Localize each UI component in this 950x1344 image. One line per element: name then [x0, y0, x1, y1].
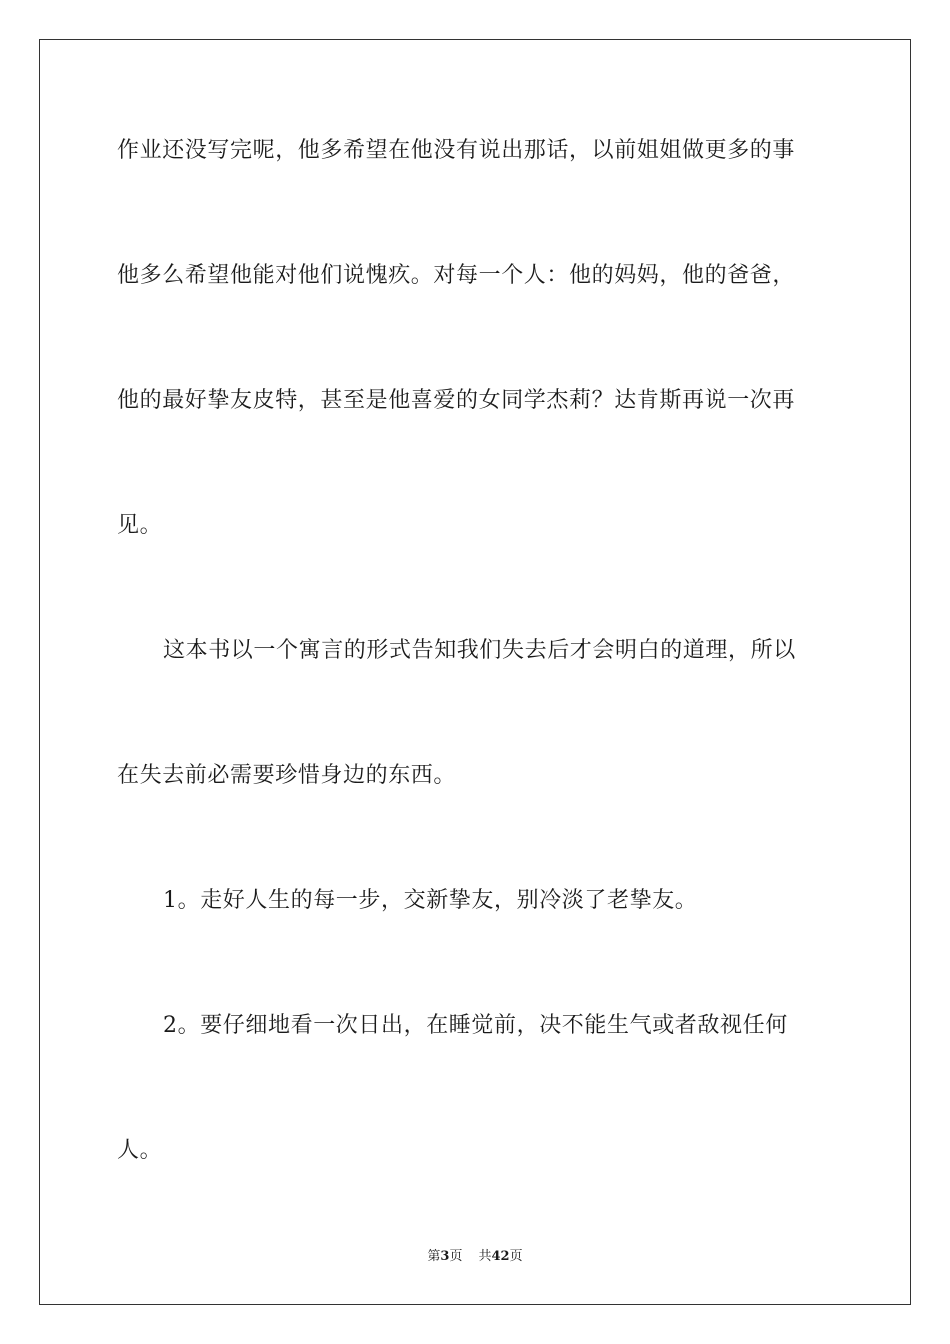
- footer-total-pages: 42: [491, 1249, 510, 1264]
- footer-page-suffix: 页: [449, 1249, 463, 1264]
- list-item-1: 1。走好人生的每一步，交新挚友，别冷淡了老挚友。: [163, 888, 698, 913]
- footer-page-prefix: 第: [427, 1249, 441, 1264]
- body-line-3: 他的最好挚友皮特，甚至是他喜爱的女同学杰莉？达肯斯再说一次再: [117, 388, 796, 413]
- page-border: [39, 39, 911, 1305]
- footer-total-prefix: 共: [478, 1249, 492, 1264]
- body-line-6: 在失去前必需要珍惜身边的东西。: [117, 763, 457, 788]
- body-line-9: 人。: [117, 1138, 163, 1163]
- body-line-1: 作业还没写完呢，他多希望在他没有说出那话，以前姐姐做更多的事: [117, 138, 796, 163]
- body-line-4: 见。: [117, 513, 163, 538]
- footer-page-number: 3: [440, 1249, 450, 1264]
- list-item-2: 2。要仔细地看一次日出，在睡觉前，决不能生气或者敌视任何: [163, 1013, 788, 1038]
- body-line-2: 他多么希望他能对他们说愧疚。对每一个人：他的妈妈，他的爸爸，: [117, 263, 796, 288]
- page-footer: [0, 1248, 950, 1266]
- footer-total-suffix: 页: [509, 1249, 523, 1264]
- body-line-5: 这本书以一个寓言的形式告知我们失去后才会明白的道理，所以: [163, 638, 796, 663]
